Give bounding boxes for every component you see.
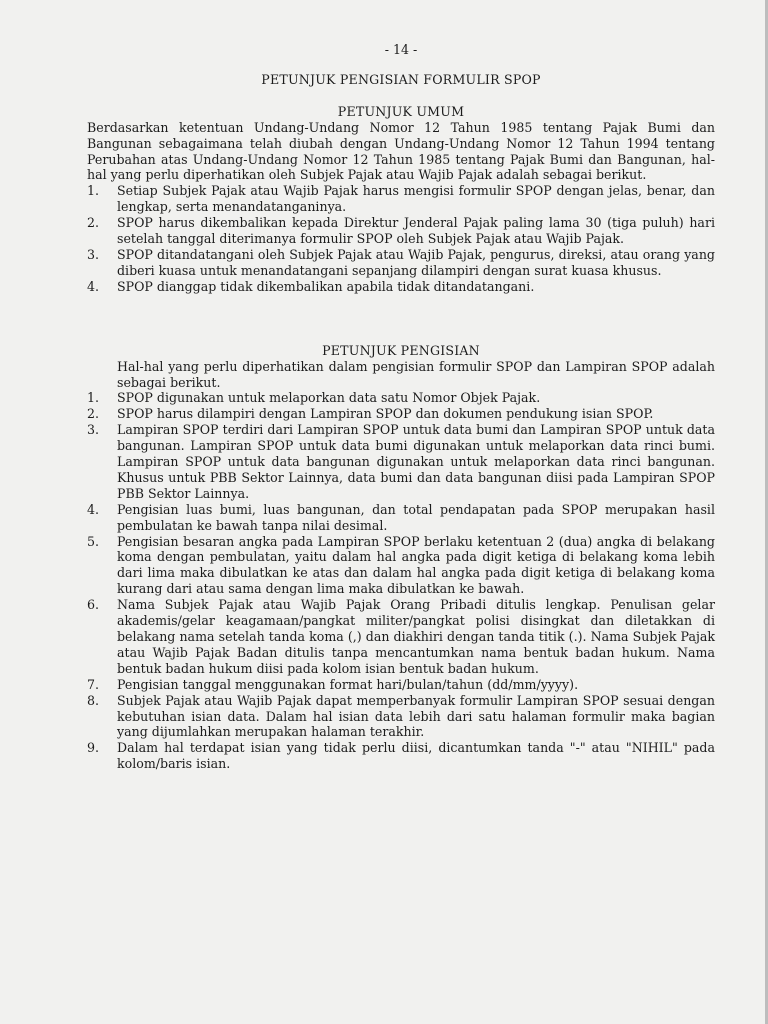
list-item-text: Pengisian besaran angka pada Lampiran SPOP berlaku ketentuan 2 (dua) angka di belakang koma dengan pembulatan, yaitu dalam hal angka pada digit ketiga di belakang koma lebih dari lima maka dibulatkan ke atas dan dalam hal angka pada digit ketiga di belakang koma kurang dari atau sama dengan lima maka dibulatkan ke bawah. bbox=[117, 533, 715, 597]
list-item-text: Nama Subjek Pajak atau Wajib Pajak Orang Pribadi ditulis lengkap. Penulisan gelar akademis/gelar keagamaan/pangkat militer/pangkat polisi disingkat dan diletakkan di belakang nama setelah tanda koma (,) dan diakhiri dengan tanda titik (.). Nama Subjek Pajak atau Wajib Pajak Badan ditulis tanpa mencantumkan nama bentuk badan hukum. Nama bentuk badan hukum diisi pada kolom isian bentuk badan hukum. bbox=[117, 597, 715, 676]
list-item bbox=[87, 406, 715, 422]
list-item-number: 3. bbox=[87, 422, 100, 438]
list-item-number: 6. bbox=[87, 597, 100, 613]
page-number: - 14 - bbox=[384, 42, 418, 57]
list-item-number: 7. bbox=[87, 676, 100, 692]
list-item-text: Subjek Pajak atau Wajib Pajak dapat memperbanyak formulir Lampiran SPOP sesuai dengan kebutuhan isian data. Dalam hal isian data lebih dari satu halaman formulir maka bagian yang dijumlahkan merupakan halaman terakhir. bbox=[117, 692, 715, 740]
list-item bbox=[87, 247, 715, 279]
list-item bbox=[87, 183, 715, 215]
list-item bbox=[87, 215, 715, 247]
list-item-number: 3. bbox=[87, 246, 100, 262]
general-instructions-list bbox=[87, 183, 715, 294]
general-instructions-title: PETUNJUK UMUM bbox=[337, 103, 465, 119]
list-item-number: 1. bbox=[87, 183, 100, 199]
filling-instructions-intro: Hal-hal yang perlu diperhatikan dalam pengisian formulir SPOP dan Lampiran SPOP adalah sebagai berikut. bbox=[117, 358, 715, 390]
list-item-number: 8. bbox=[87, 692, 100, 708]
list-item-number: 4. bbox=[87, 501, 100, 517]
list-item-text: Setiap Subjek Pajak atau Wajib Pajak harus mengisi formulir SPOP dengan jelas, benar, dan lengkap, serta menandatanganinya. bbox=[117, 183, 715, 215]
list-item-text: Dalam hal terdapat isian yang tidak perlu diisi, dicantumkan tanda "-" atau "NIHIL" pada kolom/baris isian. bbox=[117, 740, 715, 772]
list-item bbox=[87, 502, 715, 534]
list-item-text: SPOP harus dilampiri dengan Lampiran SPOP dan dokumen pendukung isian SPOP. bbox=[117, 406, 654, 422]
list-item bbox=[87, 677, 715, 693]
list-item-text: SPOP ditandatangani oleh Subjek Pajak atau Wajib Pajak, pengurus, direksi, atau orang yang diberi kuasa untuk menandatangani sepanjang dilampiri dengan surat kuasa khusus. bbox=[117, 246, 715, 278]
general-instructions bbox=[87, 104, 715, 295]
list-item bbox=[87, 693, 715, 741]
list-item-number: 1. bbox=[87, 390, 100, 406]
list-item-text: Pengisian tanggal menggunakan format hari/bulan/tahun (dd/mm/yyyy). bbox=[117, 676, 579, 692]
list-item-text: Lampiran SPOP terdiri dari Lampiran SPOP untuk data bumi dan Lampiran SPOP untuk data bangunan. Lampiran SPOP untuk data bumi digunakan untuk melaporkan data rinci bumi. Lampiran SPOP untuk data bangunan digunakan untuk melaporkan data rinci bangunan. Khusus untuk PBB Sektor Lainnya, data bumi dan data bangunan diisi pada Lampiran SPOP PBB Sektor Lainnya. bbox=[117, 422, 715, 501]
list-item-text: SPOP harus dikembalikan kepada Direktur Jenderal Pajak paling lama 30 (tiga puluh) hari setelah tanggal diterimanya formulir SPOP oleh Subjek Pajak atau Wajib Pajak. bbox=[117, 215, 715, 247]
list-item bbox=[87, 534, 715, 598]
general-instructions-intro: Berdasarkan ketentuan Undang-Undang Nomor 12 Tahun 1985 tentang Pajak Bumi dan Bangunan sebagaimana telah diubah dengan Undang-Undang Nomor 12 Tahun 1994 tentang Perubahan atas Undang-Undang Nomor 12 Tahun 1985 tentang Pajak Bumi dan Bangunan, hal-hal yang perlu diperhatikan oleh Subjek Pajak atau Wajib Pajak adalah sebagai berikut. bbox=[87, 119, 715, 183]
list-item-text: SPOP digunakan untuk melaporkan data satu Nomor Objek Pajak. bbox=[117, 390, 541, 406]
document-title: PETUNJUK PENGISIAN FORMULIR SPOP bbox=[261, 71, 541, 87]
list-item-text: SPOP dianggap tidak dikembalikan apabila tidak ditandatangani. bbox=[117, 278, 535, 294]
list-item-number: 2. bbox=[87, 215, 100, 231]
list-item-text: Pengisian luas bumi, luas bangunan, dan total pendapatan pada SPOP merupakan hasil pembulatan ke bawah tanpa nilai desimal. bbox=[117, 501, 715, 533]
list-item bbox=[87, 597, 715, 677]
list-item bbox=[87, 422, 715, 502]
list-item bbox=[87, 390, 715, 406]
list-item-number: 4. bbox=[87, 278, 100, 294]
list-item bbox=[87, 279, 715, 295]
filling-instructions-list bbox=[87, 390, 715, 772]
list-item-number: 5. bbox=[87, 533, 100, 549]
document-page bbox=[87, 42, 715, 772]
filling-instructions-title: PETUNJUK PENGISIAN bbox=[322, 342, 480, 358]
list-item bbox=[87, 740, 715, 772]
list-item-number: 9. bbox=[87, 740, 100, 756]
list-item-number: 2. bbox=[87, 406, 100, 422]
section-spacer bbox=[87, 295, 715, 343]
filling-instructions bbox=[87, 343, 715, 772]
